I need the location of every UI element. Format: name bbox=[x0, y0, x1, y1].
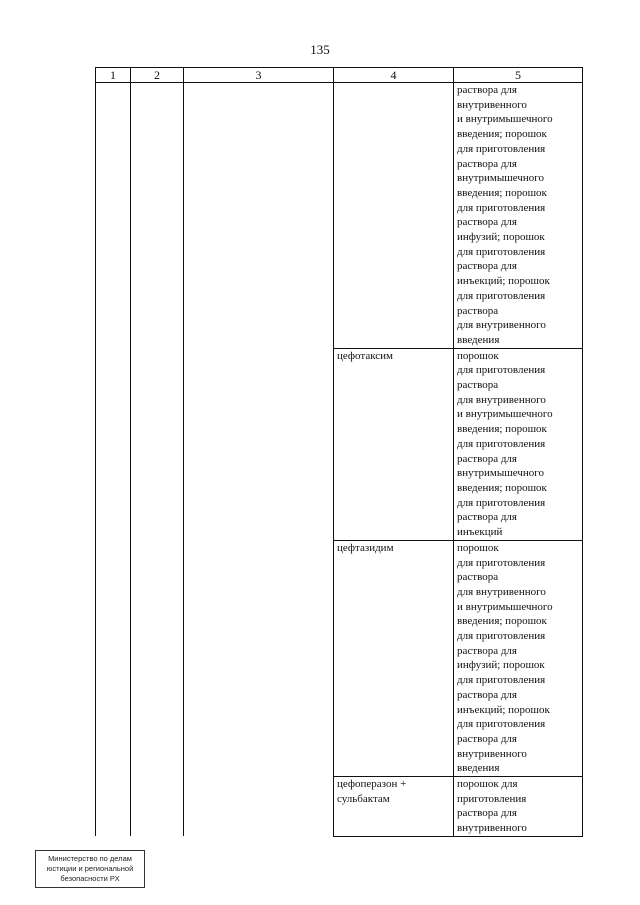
form-line: раствора bbox=[457, 304, 499, 317]
form-line: инфузий; порошок bbox=[457, 659, 545, 672]
form-line: раствора bbox=[457, 379, 499, 392]
drug-name: цефотаксим bbox=[337, 349, 394, 362]
column-header-4: 4 bbox=[334, 68, 454, 83]
cell-col-3 bbox=[184, 83, 334, 837]
form-line: раствора для bbox=[457, 157, 517, 170]
form-line: внутримышечного bbox=[457, 467, 544, 480]
form-line: внутривенного bbox=[457, 822, 527, 835]
cell-col-2 bbox=[131, 83, 184, 837]
form-line: внутривенного bbox=[457, 98, 527, 111]
column-header-5: 5 bbox=[454, 68, 583, 83]
drug-name-cell bbox=[334, 777, 454, 837]
form-line: и внутримышечного bbox=[457, 113, 553, 126]
page-number: 135 bbox=[310, 42, 330, 57]
dosage-form-cell bbox=[454, 777, 583, 837]
stamp-line: безопасности РХ bbox=[60, 874, 120, 883]
form-line: для приготовления bbox=[457, 289, 546, 302]
form-line: для внутривенного bbox=[457, 319, 546, 332]
drug-name-cell bbox=[334, 540, 454, 776]
form-line: раствора для bbox=[457, 216, 517, 229]
form-line: введения; порошок bbox=[457, 423, 547, 436]
form-line: для приготовления bbox=[457, 674, 546, 687]
form-line: введения; порошок bbox=[457, 186, 547, 199]
form-line: для внутривенного bbox=[457, 393, 546, 406]
drug-table bbox=[95, 67, 583, 837]
form-line: раствора для bbox=[457, 732, 517, 745]
form-line: раствора для bbox=[457, 688, 517, 701]
dosage-form-cell bbox=[454, 348, 583, 540]
table-row bbox=[96, 83, 583, 349]
form-line: для приготовления bbox=[457, 496, 546, 509]
form-line: раствора для bbox=[457, 511, 517, 524]
form-line: введения; порошок bbox=[457, 615, 547, 628]
form-line: порошок для bbox=[457, 778, 518, 791]
form-line: инъекций; порошок bbox=[457, 275, 550, 288]
form-line: для внутривенного bbox=[457, 585, 546, 598]
form-line: инъекций; порошок bbox=[457, 703, 550, 716]
form-line: введения; порошок bbox=[457, 128, 547, 141]
column-header-3: 3 bbox=[184, 68, 334, 83]
drug-name-cell bbox=[334, 83, 454, 349]
drug-name: цефтазидим bbox=[337, 541, 394, 554]
form-line: внутримышечного bbox=[457, 172, 544, 185]
dosage-form-cell bbox=[454, 540, 583, 776]
form-line: для приготовления bbox=[457, 437, 546, 450]
form-line: введения bbox=[457, 762, 500, 775]
form-line: инфузий; порошок bbox=[457, 231, 545, 244]
form-line: раствора для bbox=[457, 84, 517, 96]
form-line: для приготовления bbox=[457, 201, 546, 214]
form-line: порошок bbox=[457, 349, 499, 362]
form-line: раствора для bbox=[457, 807, 517, 820]
drug-name-cell bbox=[334, 348, 454, 540]
form-line: порошок bbox=[457, 541, 499, 554]
drug-name: цефоперазон + bbox=[337, 778, 407, 791]
form-line: для приготовления bbox=[457, 718, 546, 731]
dosage-form-cell bbox=[454, 83, 583, 349]
form-line: внутривенного bbox=[457, 747, 527, 760]
stamp-line: Министерство по делам bbox=[48, 854, 132, 863]
form-line: для приготовления bbox=[457, 245, 546, 258]
form-line: введения bbox=[457, 333, 500, 346]
form-line: для приготовления bbox=[457, 630, 546, 643]
form-line: и внутримышечного bbox=[457, 600, 553, 613]
form-line: и внутримышечного bbox=[457, 408, 553, 421]
form-line: приготовления bbox=[457, 792, 527, 805]
form-line: инъекций bbox=[457, 526, 503, 539]
form-line: для приготовления bbox=[457, 364, 546, 377]
form-line: раствора для bbox=[457, 452, 517, 465]
column-header-1: 1 bbox=[96, 68, 131, 83]
form-line: раствора bbox=[457, 571, 499, 584]
form-line: для приготовления bbox=[457, 142, 546, 155]
form-line: раствора для bbox=[457, 260, 517, 273]
ministry-stamp bbox=[35, 850, 145, 888]
cell-col-1 bbox=[96, 83, 131, 837]
header-row bbox=[96, 68, 583, 83]
form-line: введения; порошок bbox=[457, 481, 547, 494]
drug-name: сульбактам bbox=[337, 792, 390, 805]
column-header-2: 2 bbox=[131, 68, 184, 83]
form-line: для приготовления bbox=[457, 556, 546, 569]
stamp-line: юстиции и региональной bbox=[46, 864, 134, 873]
form-line: раствора для bbox=[457, 644, 517, 657]
